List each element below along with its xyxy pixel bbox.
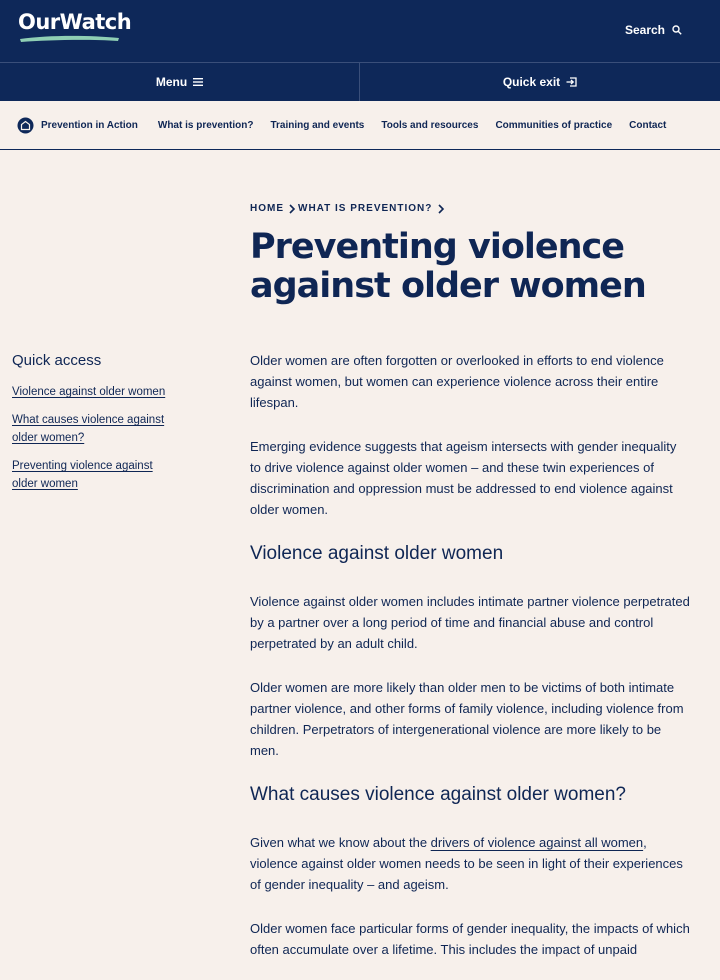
exit-icon <box>566 77 577 87</box>
hamburger-icon <box>193 78 203 86</box>
home-icon <box>17 117 34 134</box>
nav-item-training-events[interactable]: Training and events <box>270 119 365 131</box>
breadcrumb-home[interactable]: HOME <box>250 203 284 214</box>
breadcrumb <box>250 203 445 214</box>
quick-access-title: Quick access <box>12 352 102 369</box>
section-2-text-before: Given what we know about the <box>250 835 431 850</box>
logo-swoosh-icon <box>18 33 122 43</box>
quick-exit-button[interactable] <box>360 63 720 101</box>
search-label: Search <box>624 23 665 37</box>
quick-exit-label: Quick exit <box>502 75 561 89</box>
logo[interactable]: OurWatch <box>18 10 132 34</box>
nav-item-tools-resources[interactable]: Tools and resources <box>381 119 479 131</box>
section-2-text-after: , violence against older women needs to be seen in light of their experiences of gender inequality – and ageism. <box>250 835 683 892</box>
search-icon <box>672 25 682 35</box>
breadcrumb-current[interactable]: WHAT IS PREVENTION? <box>298 203 433 214</box>
chevron-right-icon <box>288 204 296 214</box>
section-1-paragraph-1: Violence against older women includes intimate partner violence perpetrated by a partner over a long period of time and financial abuse and control perpetrated by an adult child. <box>250 594 690 651</box>
section-heading-causes: What causes violence against older women? <box>250 784 626 805</box>
quick-access-sidebar <box>12 352 212 503</box>
intro-paragraph-2: Emerging evidence suggests that ageism intersects with gender inequality to drive violence against older women – and these twin experiences of discrimination and oppression must be addressed to end violence against older women. <box>250 439 677 517</box>
nav-home[interactable] <box>17 117 138 134</box>
nav-item-communities[interactable]: Communities of practice <box>495 119 613 131</box>
drivers-of-violence-link[interactable]: drivers of violence against all women <box>430 835 644 850</box>
chevron-right-icon <box>437 204 445 214</box>
search-button[interactable] <box>625 23 682 37</box>
nav-home-label: Prevention in Action <box>41 119 138 131</box>
intro-paragraph-1: Older women are often forgotten or overlooked in efforts to end violence against women, but women can experience violence across their entire lifespan. <box>250 353 664 410</box>
utility-bar <box>0 62 720 101</box>
section-2-paragraph-2: Older women face particular forms of gender inequality, the impacts of which often accumulate over a lifetime. This includes the impact of unpaid <box>250 921 690 957</box>
top-header <box>0 0 720 62</box>
menu-button[interactable] <box>0 63 360 101</box>
quick-link-preventing[interactable]: Preventing violence against older women <box>12 460 153 490</box>
quick-link-violence-against-older-women[interactable]: Violence against older women <box>12 386 166 398</box>
nav-item-what-is-prevention[interactable]: What is prevention? <box>157 119 254 131</box>
main-nav <box>0 101 720 150</box>
nav-item-contact[interactable]: Contact <box>629 119 667 131</box>
section-1-paragraph-2: Older women are more likely than older men to be victims of both intimate partner violence, and other forms of family violence, including violence from children. Perpetrators of intergenerational violence are more likely to be men. <box>250 680 684 758</box>
menu-label: Menu <box>155 75 188 89</box>
section-2-paragraph-1 <box>250 832 690 895</box>
article-body <box>250 350 690 980</box>
page-title: Preventing violence against older women <box>250 227 646 306</box>
quick-link-what-causes[interactable]: What causes violence against older women? <box>12 414 165 444</box>
section-heading-violence: Violence against older women <box>250 543 504 564</box>
